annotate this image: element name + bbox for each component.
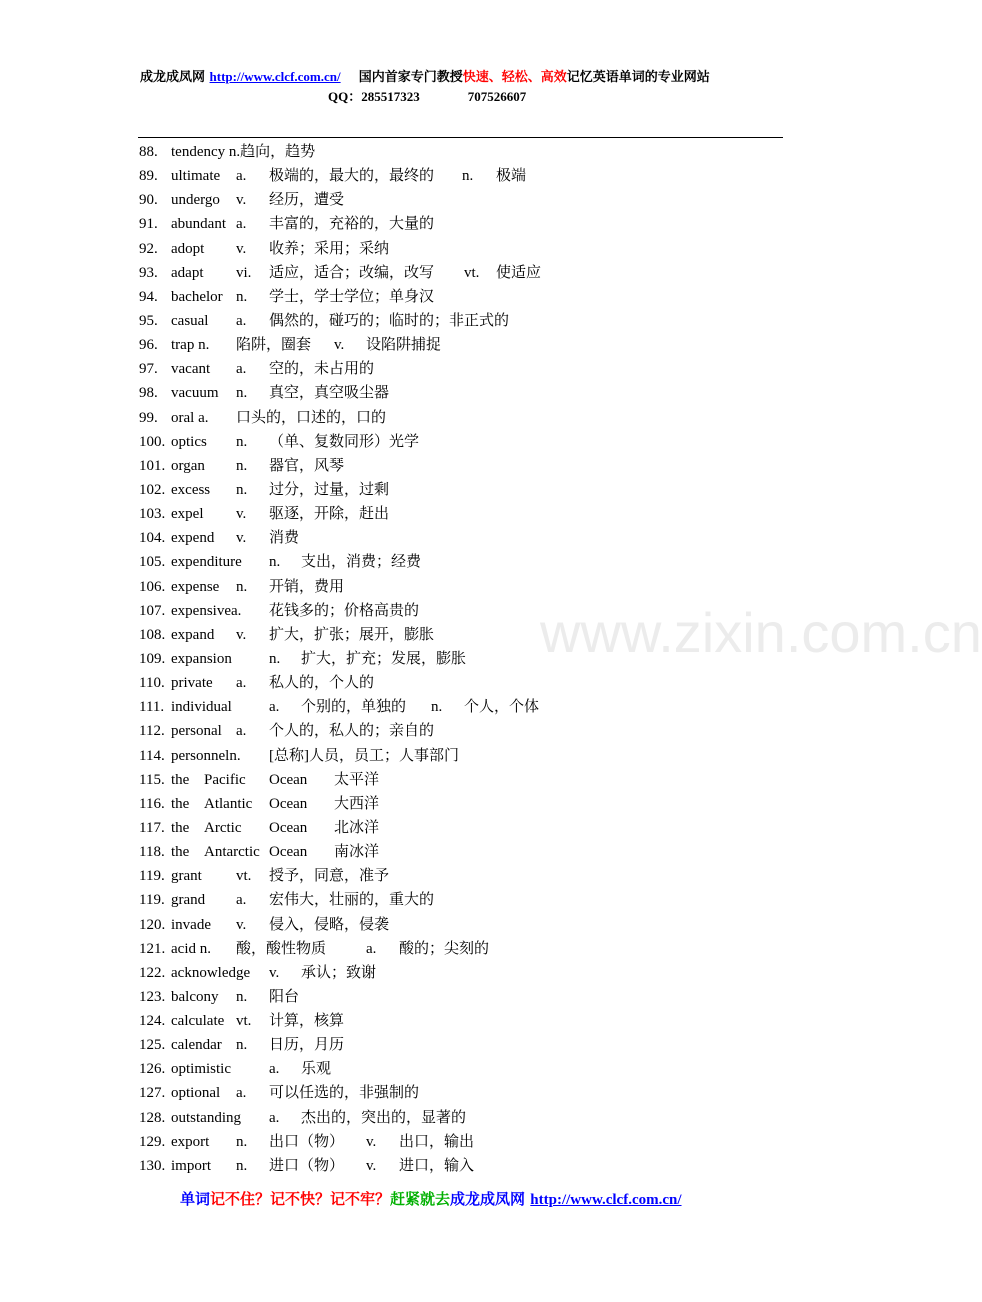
entry-cell: 适应，适合；改编，改写 [269,264,435,281]
entry-cell: adapt [171,264,204,281]
entry-cell: 丰富的，充裕的，大量的 [269,216,435,233]
entry-number: 110. [139,675,165,692]
entry-number: 103. [139,506,166,523]
entry-cell: a. [269,699,280,716]
entry-cell: outstanding [171,1109,241,1126]
entry-number: 121. [139,940,166,957]
entry-cell: a. [236,1085,247,1102]
entry-number: 94. [139,288,158,305]
entry-cell: a. [366,940,377,957]
entry-cell: Pacific [204,771,246,788]
entry-cell: 宏伟大，壮丽的，重大的 [269,892,435,909]
entry-cell: n. [462,168,474,185]
entry-cell: the [171,844,190,861]
entry-cell: 大西洋 [334,795,380,812]
entry-number: 99. [139,409,158,426]
entry-cell: personneln. [171,747,241,764]
entry-cell: Arctic [204,819,242,836]
entry-number: 116. [139,795,165,812]
entry-cell: calendar [171,1037,222,1054]
entry-cell: abundant [171,216,226,233]
entry-cell: 驱逐，开除，赶出 [269,506,390,523]
entry-cell: invade [171,916,211,933]
entry-cell: 消费 [269,530,300,547]
entry-number: 115. [139,771,165,788]
entry-cell: optimistic [171,1061,231,1078]
entry-cell: Ocean [269,844,308,861]
entry-cell: Ocean [269,771,308,788]
entry-number: 96. [139,337,158,354]
entry-cell: n. [236,385,248,402]
entry-cell: 口头的，口述的，口的 [236,409,387,426]
entry-cell: a. [236,312,247,329]
entry-number: 114. [139,747,165,764]
entry-cell: expand [171,626,215,643]
entry-cell: 授予，同意，准予 [269,868,390,885]
entry-number: 111. [139,699,165,716]
entry-cell: expensivea. [171,602,242,619]
entry-cell: Atlantic [204,795,253,812]
entry-cell: vt. [464,264,480,281]
entry-number: 93. [139,264,158,281]
entry-cell: v. [334,337,345,354]
tagline-a: 国内首家专门教授 [358,70,463,85]
entry-cell: the [171,771,190,788]
entry-cell: n. [431,699,443,716]
entry-cell: v. [236,192,247,209]
entry-cell: 使适应 [496,264,542,281]
entry-cell: v. [236,506,247,523]
entry-cell: n. [236,457,248,474]
entry-cell: Antarctic [204,844,260,861]
entry-cell: 私人的，个人的 [269,675,375,692]
entry-cell: a. [236,216,247,233]
entry-cell: a. [236,168,247,185]
entry-cell: 北冰洋 [334,819,380,836]
entry-cell: oral a. [171,409,209,426]
entry-number: 122. [139,964,166,981]
entry-cell: acknowledge [171,964,251,981]
entry-number: 100. [139,433,166,450]
tagline-b: 记忆英语单词的专业网站 [566,70,710,85]
entry-number: 120. [139,916,166,933]
entry-cell: Ocean [269,795,308,812]
entry-cell: a. [236,723,247,740]
footer-part-1: 单词 [180,1190,211,1208]
entry-cell: vacant [171,361,211,378]
entry-number: 126. [139,1061,166,1078]
entry-cell: private [171,675,213,692]
entry-cell: n. [236,1157,248,1174]
entry-cell: n. [236,988,248,1005]
entry-cell: n. [236,1037,248,1054]
entry-cell: 扩大，扩张；展开，膨胀 [269,626,435,643]
entry-number: 128. [139,1109,166,1126]
entry-number: 101. [139,457,166,474]
entry-cell: v. [366,1157,377,1174]
entry-cell: 进口（物） [269,1157,345,1174]
entry-number: 124. [139,1013,166,1030]
entry-cell: v. [366,1133,377,1150]
entry-cell: 个别的，单独的 [301,699,407,716]
entry-cell: 杰出的，突出的，显著的 [301,1109,467,1126]
entry-cell: v. [236,626,247,643]
header-divider [138,137,783,138]
entry-cell: [总称]人员，员工；人事部门 [269,747,459,764]
entry-cell: expenditure [171,554,242,571]
entry-cell: optics [171,433,207,450]
entry-number: 89. [139,168,158,185]
entry-cell: 收养；采用；采纳 [269,240,390,257]
entry-cell: export [171,1133,210,1150]
header-line-2 [328,86,526,105]
entry-cell: v. [269,964,280,981]
entry-cell: 阳台 [269,988,300,1005]
entry-number: 97. [139,361,158,378]
entry-number: 119. [139,868,165,885]
entry-number: 108. [139,626,166,643]
qq-label: QQ：285517323 [328,89,420,104]
entry-number: 102. [139,481,166,498]
entry-cell: the [171,819,190,836]
entry-number: 95. [139,312,158,329]
entry-number: 125. [139,1037,166,1054]
entry-cell: 计算，核算 [269,1013,345,1030]
entry-cell: 开销，费用 [269,578,345,595]
entry-number: 91. [139,216,158,233]
entry-cell: a. [269,1061,280,1078]
entry-number: 88. [139,144,158,160]
entry-cell: n. [236,1133,248,1150]
entry-cell: calculate [171,1013,225,1030]
entry-cell: 陷阱，圈套 [236,337,312,354]
entry-cell: 酸，酸性物质 [236,940,327,957]
entry-number: 105. [139,554,166,571]
entry-cell: 偶然的，碰巧的；临时的；非正式的 [269,312,510,329]
footer-slogan [180,1188,682,1209]
entry-cell: optional [171,1085,221,1102]
entry-cell: 日历，月历 [269,1037,345,1054]
entry-cell: n. [236,481,248,498]
entry-cell: 个人的，私人的；亲自的 [269,723,435,740]
entry-cell: import [171,1157,211,1174]
entry-cell: 器官，风琴 [269,457,345,474]
entry-cell: 承认；致谢 [301,964,377,981]
header-line-1 [140,66,710,85]
entry-number: 117. [139,819,165,836]
entry-cell: 极端 [496,168,527,185]
entry-number: 107. [139,602,166,619]
header-url-link[interactable]: http://www.clcf.com.cn/ [209,69,341,84]
entry-cell: vt. [236,1013,252,1030]
entry-cell: 酸的；尖刻的 [399,940,490,957]
entry-cell: adopt [171,240,205,257]
entry-number: 130. [139,1157,166,1174]
entry-cell: a. [236,892,247,909]
entry-cell: grant [171,868,202,885]
footer-part-3: 赶紧就去 [390,1190,451,1208]
entry-number: 119. [139,892,165,909]
entry-cell: n. [269,554,281,571]
entry-cell: n. [236,578,248,595]
entry-cell: a. [236,675,247,692]
entry-number: 112. [139,723,165,740]
entry-cell: acid n. [171,940,211,957]
footer-part-4: 成龙成凤网 [450,1190,526,1208]
entry-cell: ultimate [171,168,221,185]
entry-cell: 真空，真空吸尘器 [269,385,390,402]
entry-cell: 出口，输出 [399,1133,475,1150]
entry-cell: 极端的，最大的，最终的 [269,168,435,185]
entry-cell: individual [171,699,232,716]
entry-number: 123. [139,988,166,1005]
entry-cell: vacuum [171,385,219,402]
entry-cell: organ [171,457,205,474]
entry-cell: 太平洋 [334,771,380,788]
entry-cell: bachelor [171,288,223,305]
entry-cell: expense [171,578,220,595]
entry-number: 109. [139,650,166,667]
entry-cell: n. [269,650,281,667]
entry-cell: vt. [236,868,252,885]
entry-cell: a. [236,361,247,378]
entry-cell: v. [236,240,247,257]
entry-cell: excess [171,481,211,498]
entry-cell: balcony [171,988,219,1005]
entry-cell: 花钱多的；价格高贵的 [269,602,420,619]
entry-cell: 扩大，扩充；发展，膨胀 [301,650,467,667]
entry-cell: the [171,795,190,812]
entry-cell: expel [171,506,204,523]
entry-cell: grand [171,892,206,909]
entry-number: 98. [139,385,158,402]
entry-cell: trap n. [171,337,210,354]
entry-cell: 过分，过量，过剩 [269,481,390,498]
entry-number: 106. [139,578,166,595]
entry-cell: 进口，输入 [399,1157,475,1174]
entry-cell: 个人，个体 [464,699,540,716]
entry-cell: v. [236,530,247,547]
entry-number: 90. [139,192,158,209]
entry-number: 104. [139,530,166,547]
entry-cell: n. [236,288,248,305]
entry-number: 127. [139,1085,166,1102]
entry-cell: vi. [236,264,252,281]
entry-cell: personal [171,723,222,740]
entry-cell: 乐观 [301,1061,332,1078]
entry-cell: 出口（物） [269,1133,345,1150]
entry-cell: expansion [171,650,232,667]
entry-cell: 侵入，侵略，侵袭 [269,916,390,933]
site-name: 成龙成凤网 [140,70,206,85]
entry-cell: 南冰洋 [334,844,380,861]
entry-number: 92. [139,240,158,257]
footer-url-link[interactable]: http://www.clcf.com.cn/ [530,1192,682,1208]
watermark: www.zixin.com.cn [540,601,982,664]
tagline-fast: 快速、轻松、高效 [462,70,567,85]
entry-cell: 空的，未占用的 [269,361,375,378]
qq-second: 707526607 [467,89,527,104]
entry-cell: 经历，遭受 [269,192,345,209]
entry-number: 129. [139,1133,166,1150]
entry-cell: undergo [171,192,220,209]
entry-cell: 支出，消费；经费 [301,554,422,571]
entry-number: 118. [139,844,165,861]
entry-cell: 学士，学士学位；单身汉 [269,288,435,305]
footer-part-2: 记不住？记不快？记不牢？ [210,1190,391,1208]
entry-cell: （单、复数同形）光学 [269,433,420,450]
entry-cell: casual [171,312,209,329]
entry-cell: v. [236,916,247,933]
entry-cell: tendency n.趋向，趋势 [171,144,316,160]
entry-cell: Ocean [269,819,308,836]
entry-cell: expend [171,530,215,547]
entry-cell: a. [269,1109,280,1126]
entry-cell: n. [236,433,248,450]
entry-cell: 可以任选的，非强制的 [269,1085,420,1102]
entry-cell: 设陷阱捕捉 [366,337,442,354]
